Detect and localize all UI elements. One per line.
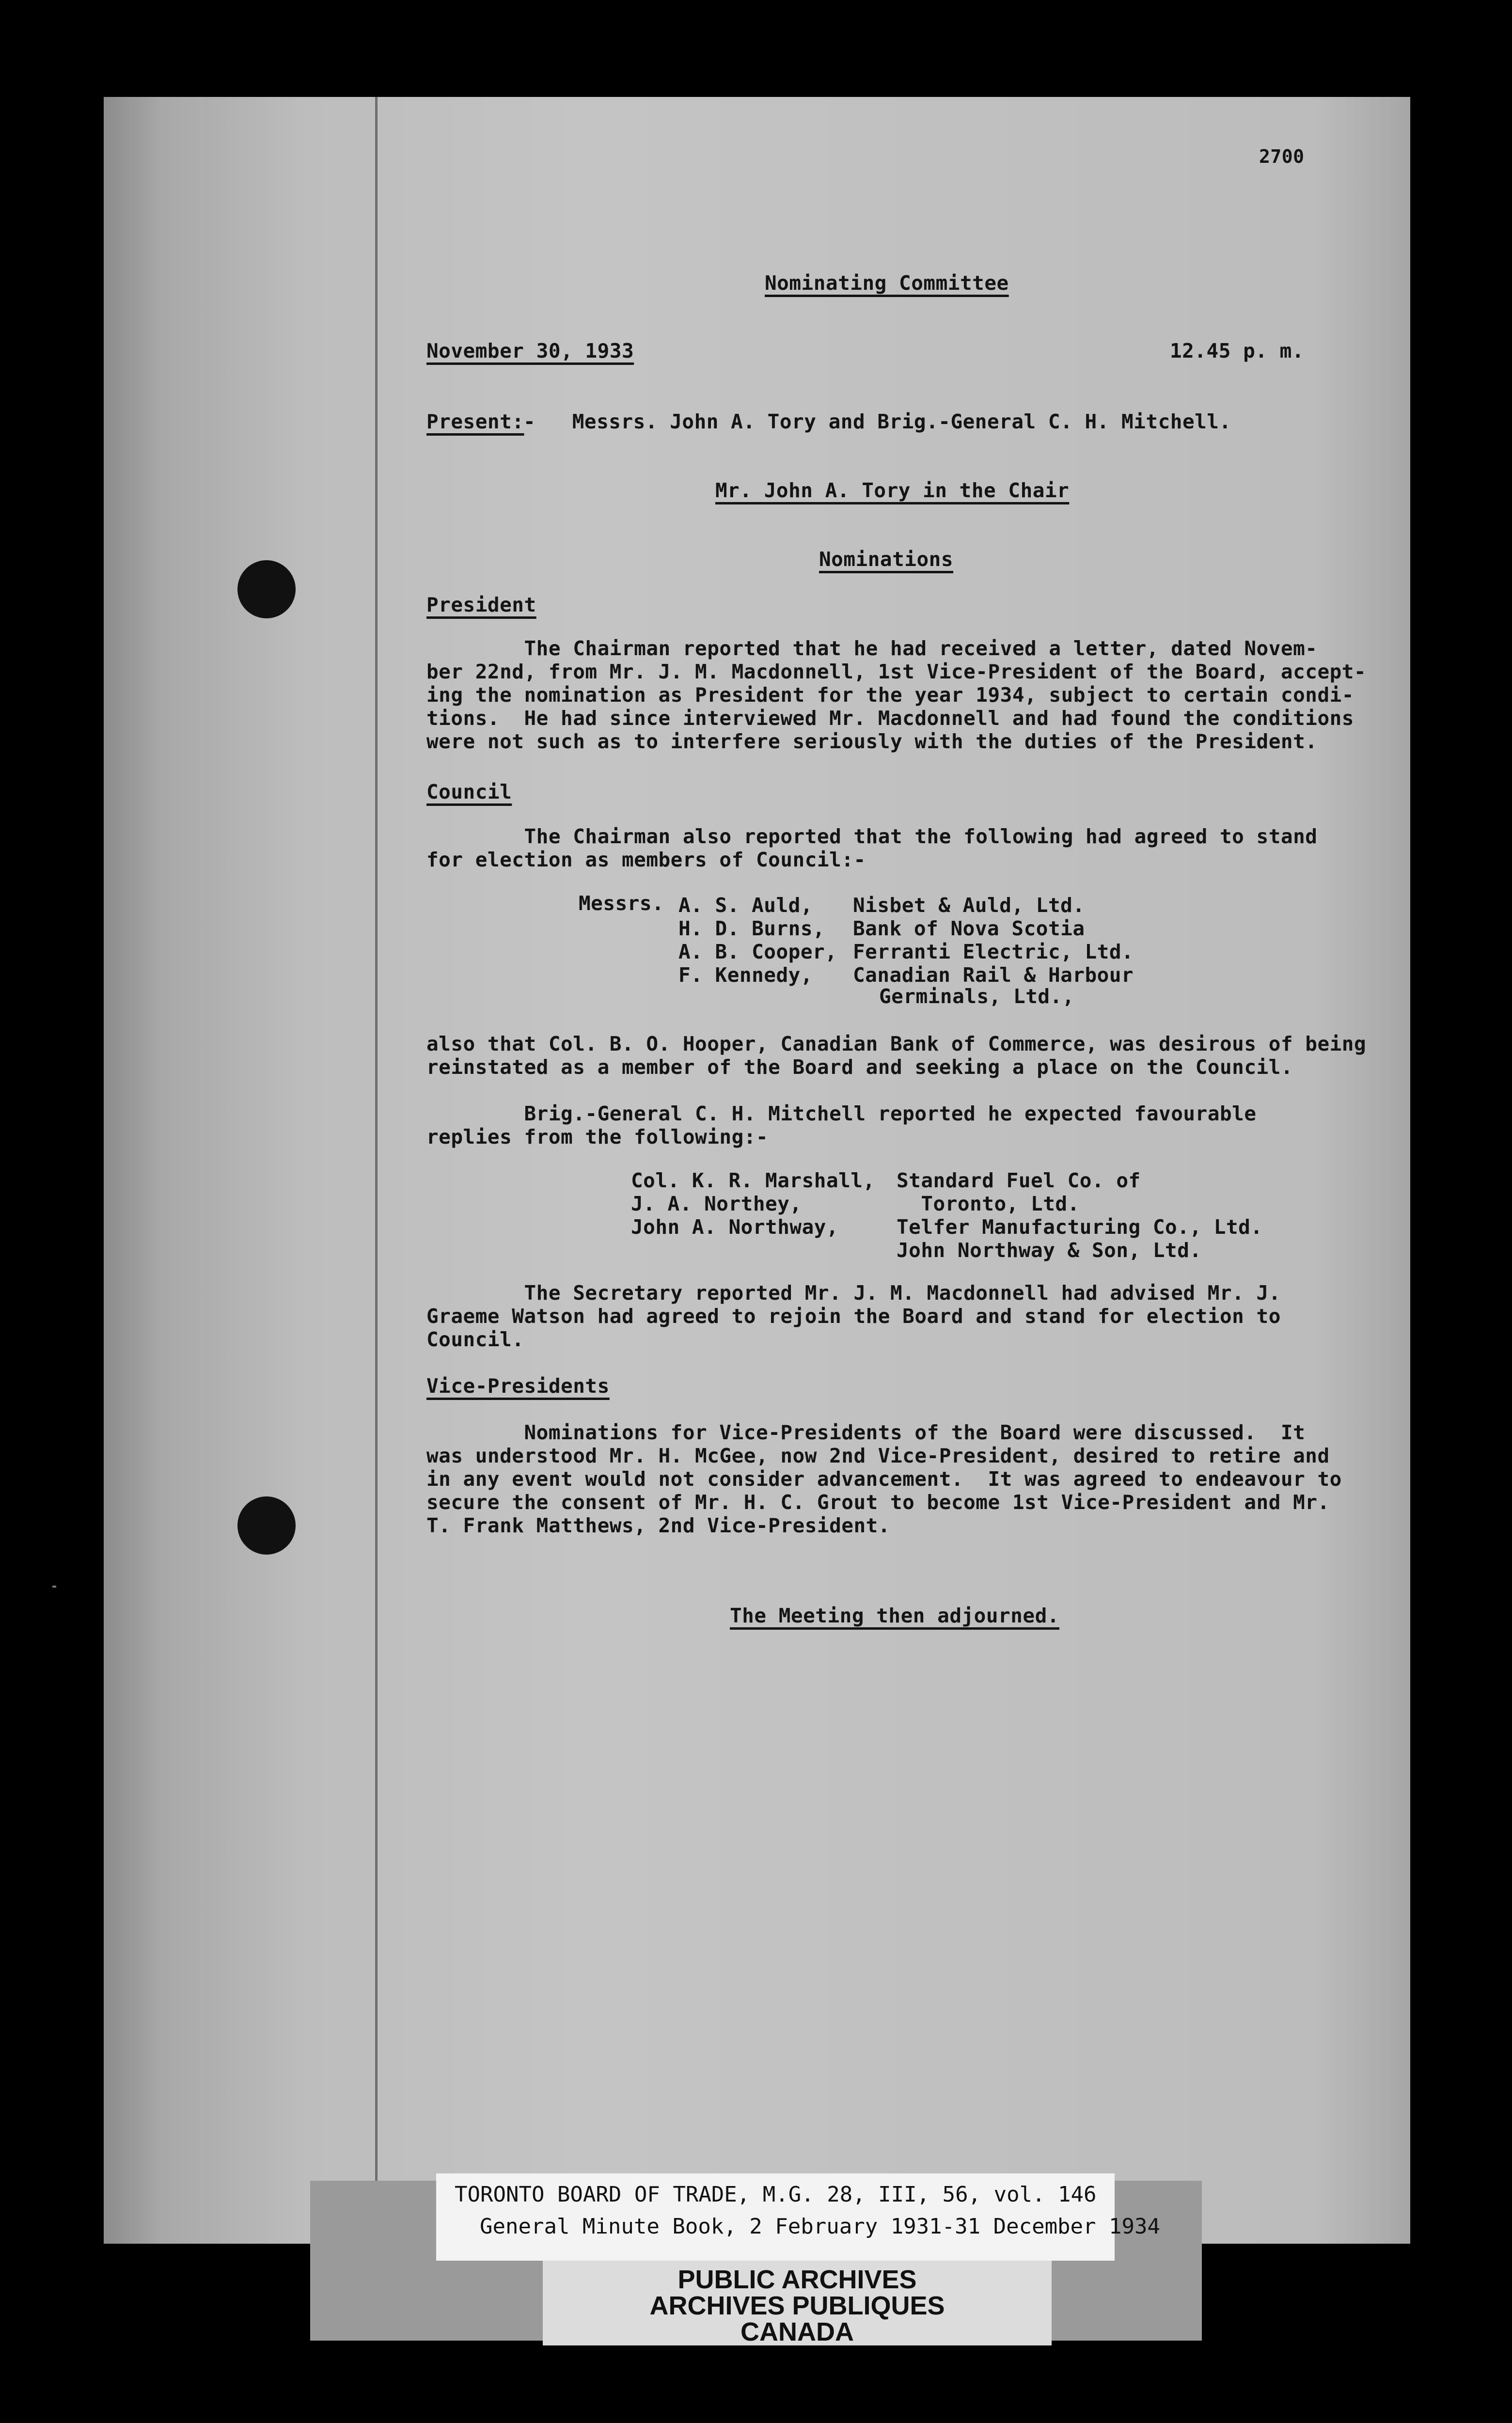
archive-reference-line2: General Minute Book, 2 February 1931-31 December 1934	[480, 2214, 1160, 2239]
chair-line: Mr. John A. Tory in the Chair	[715, 479, 1070, 502]
meeting-time: 12.45 p. m.	[1170, 339, 1305, 362]
archive-reference-label	[436, 2173, 1160, 2261]
archive-stamp-line1: PUBLIC ARCHIVES	[677, 2265, 917, 2294]
text-line: T. Frank Matthews, 2nd Vice-President.	[426, 1514, 890, 1537]
punch-hole-bottom	[237, 1496, 296, 1555]
reply-name: Col. K. R. Marshall,	[631, 1169, 875, 1192]
nominee-name: H. D. Burns,	[678, 917, 825, 940]
document-title: Nominating Committee	[765, 271, 1009, 295]
text-line: Council.	[426, 1328, 524, 1351]
text-line: Nominations for Vice-Presidents of the Board were discussed. It	[426, 1421, 1306, 1444]
nominee-name: A. B. Cooper,	[678, 940, 837, 963]
text-line: secure the consent of Mr. H. C. Grout to become 1st Vice-President and Mr.	[426, 1491, 1330, 1514]
council-heading: Council	[426, 780, 512, 803]
text-line: tions. He had since interviewed Mr. Macdonnell and had found the conditions	[426, 707, 1354, 730]
hooper-paragraph	[426, 1032, 1366, 1079]
archive-stamp-line2: ARCHIVES PUBLIQUES	[649, 2291, 945, 2320]
reply-companies	[897, 1169, 1263, 1262]
present-label: Present:	[426, 410, 524, 433]
reply-name: J. A. Northey,	[631, 1192, 802, 1215]
nominations-heading: Nominations	[819, 548, 954, 571]
president-paragraph	[426, 637, 1366, 753]
closing-line: The Meeting then adjourned.	[730, 1604, 1059, 1627]
text-line: reinstated as a member of the Board and seeking a place on the Council.	[426, 1055, 1293, 1079]
text-line: were not such as to interfere seriously with the duties of the President.	[426, 730, 1318, 753]
council-nominee-companies	[853, 894, 1134, 987]
council-nominee-names	[678, 894, 837, 987]
text-line: also that Col. B. O. Hooper, Canadian Bank of Commerce, was desirous of being	[426, 1032, 1367, 1055]
reply-company: John Northway & Son, Ltd.	[897, 1239, 1202, 1262]
text-line: ing the nomination as President for the year 1934, subject to certain condi-	[426, 683, 1354, 707]
archive-stamp	[543, 2261, 1052, 2345]
vice-presidents-paragraph	[426, 1421, 1342, 1537]
reply-company: Telfer Manufacturing Co., Ltd.	[897, 1215, 1263, 1239]
mitchell-paragraph	[426, 1102, 1257, 1149]
nominee-name: A. S. Auld,	[678, 894, 813, 917]
reply-name: John A. Northway,	[631, 1215, 839, 1239]
text-line: replies from the following:-	[426, 1125, 769, 1149]
page-number: 2700	[1259, 146, 1305, 167]
text-line: The Chairman reported that he had received a letter, dated Novem-	[426, 637, 1318, 660]
nominee-company-continuation: Germinals, Ltd.,	[879, 985, 1074, 1008]
reply-names	[631, 1169, 875, 1239]
margin-rule	[375, 97, 378, 2244]
text-line: Graeme Watson had agreed to rejoin the Board and stand for election to	[426, 1305, 1281, 1328]
text-line: The Chairman also reported that the following had agreed to stand	[426, 825, 1318, 848]
meeting-date: November 30, 1933	[426, 339, 634, 362]
text-line: ber 22nd, from Mr. J. M. Macdonnell, 1st Vice-President of the Board, accept-	[426, 660, 1367, 683]
archive-reference-line1: TORONTO BOARD OF TRADE, M.G. 28, III, 56, vol. 146	[455, 2182, 1097, 2207]
president-heading: President	[426, 593, 536, 616]
council-list-prefix: Messrs.	[579, 892, 664, 915]
text-line: for election as members of Council:-	[426, 848, 866, 871]
present-text: - Messrs. John A. Tory and Brig.-General C. H. Mitchell.	[523, 410, 1231, 433]
nominee-company: Ferranti Electric, Ltd.	[853, 940, 1134, 963]
secretary-paragraph	[426, 1281, 1281, 1351]
nominee-name: F. Kennedy,	[678, 963, 813, 987]
punch-hole-top	[237, 560, 296, 618]
film-speck	[52, 1586, 56, 1588]
archive-stamp-line3: CANADA	[740, 2317, 854, 2346]
text-line: Brig.-General C. H. Mitchell reported he expected favourable	[426, 1102, 1257, 1125]
reply-company: Standard Fuel Co. of	[897, 1169, 1141, 1192]
nominee-company: Canadian Rail & Harbour	[853, 963, 1134, 987]
text-line: The Secretary reported Mr. J. M. Macdonnell had advised Mr. J.	[426, 1281, 1281, 1305]
nominee-company: Bank of Nova Scotia	[853, 917, 1085, 940]
document-page	[104, 97, 1410, 2244]
vice-presidents-heading: Vice-Presidents	[426, 1374, 610, 1398]
text-line: in any event would not consider advancement. It was agreed to endeavour to	[426, 1467, 1342, 1491]
nominee-company: Nisbet & Auld, Ltd.	[853, 894, 1085, 917]
text-line: was understood Mr. H. McGee, now 2nd Vice-President, desired to retire and	[426, 1444, 1330, 1467]
reply-company: Toronto, Ltd.	[897, 1192, 1080, 1215]
council-intro	[426, 825, 1317, 871]
